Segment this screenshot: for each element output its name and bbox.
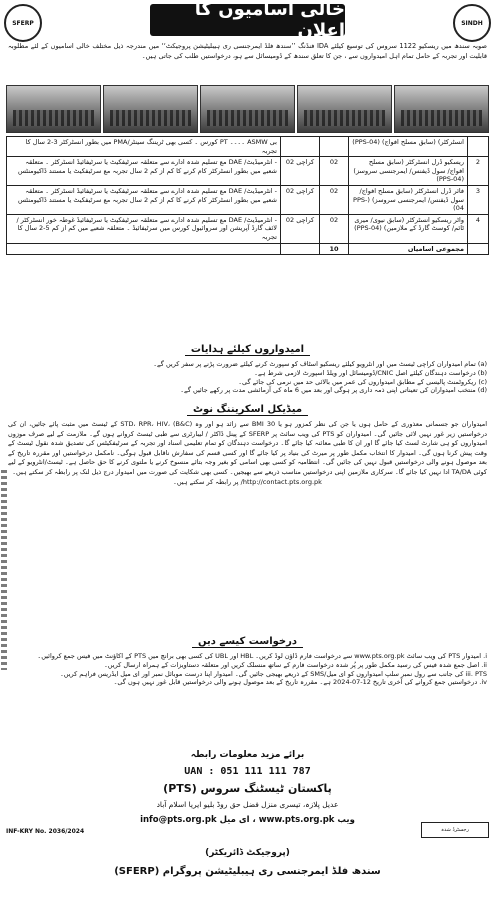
sferp-logo: SFERP — [4, 4, 42, 42]
table-row — [7, 137, 489, 157]
photo-strip — [6, 85, 489, 133]
list-item: (c) ریکروٹمنٹ پالیسی کے مطابق امیدواروں کی عمر میں بالائی حد میں نرمی کی جائے گی۔ — [238, 377, 487, 386]
total-spacer — [281, 243, 320, 255]
pts-name: پاکستان ٹیسٹنگ سروس (PTS) — [163, 782, 332, 795]
requirements-cell: - انٹرمیڈیٹ/ DAE مع تسلیم شدہ ادارے سے متعلقہ سرٹیفکیٹ یا سرٹیفائیڈ انسٹرکٹر ۔ متعلقہ شعبے میں بطور انسٹرکٹر کام کرنے کا کم از کم 2 سال تجربہ مع سرٹیفکیٹ یا مستند ڈاکیومنٹس — [7, 185, 281, 214]
serial-cell: 2 — [468, 157, 489, 186]
instructions-heading — [0, 344, 495, 355]
list-item: (b) درخواست دہندگان کیلئے اصل CNIC/ڈومیسائل اور ویلڈ اسپورٹ لازمی شرط ہے۔ — [254, 368, 487, 377]
table-row — [7, 185, 489, 214]
uan-number: UAN : 051 111 111 787 — [184, 766, 311, 777]
medical-heading-text: میڈیکل اسکریننگ نوٹ — [187, 404, 308, 416]
pts-web-email[interactable]: info@pts.org.pk ای میل ، www.pts.org.pk ویب — [140, 815, 355, 825]
contact-heading: برائے مزید معلومات رابطہ — [190, 750, 305, 760]
vacancies-table — [6, 136, 489, 255]
list-item: iv. درخواستیں جمع کروانے کی آخری تاریخ 12-07-2024 ہے۔ مقررہ تاریخ کے بعد موصول ہونے والی درخواستیں قابل غور نہیں ہوں گی۔ — [113, 678, 487, 687]
margin-code-strip — [1, 470, 7, 670]
table-row — [7, 214, 489, 243]
quantity-cell — [320, 137, 349, 157]
serial-cell — [468, 137, 489, 157]
requirements-cell: - انٹرمیڈیٹ/ DAE مع تسلیم شدہ ادارے سے متعلقہ سرٹیفکیٹ یا سرٹیفائیڈ انسٹرکٹر ۔ متعلقہ شعبے میں بطور انسٹرکٹر کام کرنے کا کم از کم 2 سال تجربہ مع سرٹیفکیٹ یا مستند ڈاکیومنٹس — [7, 157, 281, 186]
motorbike-rescue-photo — [103, 85, 198, 133]
instructions-heading-text: امیدواروں کیلئے ہدایات — [185, 344, 310, 356]
pts-address: عدیل پلازہ، تیسری منزل فضل حق روڈ بلیو ایریا اسلام آباد — [156, 800, 339, 809]
parade-photo — [200, 85, 295, 133]
quantity-cell: 02 — [320, 185, 349, 214]
page-title: خالی اسامیوں کا اعلان — [150, 4, 345, 36]
total-row — [7, 243, 489, 255]
medical-heading — [0, 404, 495, 415]
list-item: iii. PTS کی جانب سے رول نمبر سلپ امیدواروں کو ای میل/SMS کے ذریعے بھیجی جائیں گی۔ امیدوار اپنا درست موبائل نمبر اور ای میل ایڈریس فراہم کریں۔ — [59, 669, 487, 678]
apply-heading-text: درخواست کیسے دیں — [192, 636, 303, 648]
total-value: 10 — [320, 243, 349, 255]
requirements-cell: - انٹرمیڈیٹ/ DAE مع تسلیم شدہ ادارے سے متعلقہ سرٹیفکیٹ یا سرٹیفائیڈ غوطہ خور انسٹرکٹر / لائف گارڈ آپریشن اور سروائیول کورس میں سرٹیفائیڈ ۔ متعلقہ شعبے میں کم از کم 5-2 سال کا تجربہ — [7, 214, 281, 243]
sindh-emblem-logo: SINDH — [453, 4, 491, 42]
rescue-team-photo — [6, 85, 101, 133]
program-name: سندھ فلڈ ایمرجنسی ری ہیبلیٹیشن پروگرام (SFERP) — [114, 866, 381, 877]
total-spacer — [7, 243, 281, 255]
list-item: i. امیدوار PTS کی ویب سائٹ www.pts.org.pk سے درخواست فارم ڈاؤن لوڈ کریں۔ HBL اور UBL کی کسی بھی برانچ میں PTS کے اکاؤنٹ میں فیس جمع کروائیں۔ — [37, 652, 487, 660]
complaint-link[interactable]: http://contact.pts.org.pk/ پر رابطہ کر سکتے ہیں۔ — [173, 477, 322, 486]
medical-text: امیدواران جو جسمانی معذوری کے حامل ہوں یا جن کی نظر کمزور ہو یا BMI 30 سے زائد ہو اور وہ STD، RPR، HIV، (B&C) کے ٹیسٹ میں مثبت پائے جائیں، ان کی درخواستیں زیر غور نہیں لائی جائیں گی۔ امیدواران کو PTS کی ویب سائٹ پر SFERP کے پینل ڈاکٹر / لیبارٹری سے طبی ٹیسٹ کروانے ہوں گے۔ ملازمت کے لیے صرف موزوں امیدواروں کو ہی شارٹ لسٹ کیا جائے گا اور ان کا طبی معائنہ کیا جائے گا۔ درخواست دہندگان کو تمام تعلیمی اسناد اور تجربہ کے سرٹیفکیٹس کی تصدیق شدہ نقول ٹیسٹ کے وقت پیش کرنا ہوں گی۔ امیدوار کا انتخاب مکمل طور پر میرٹ کی بنیاد پر کیا جائے گا اور کسی قسم کی سفارش ناقابل قبول ہوگی۔ نامکمل درخواستیں اور مقررہ تاریخ کے بعد موصول ہونے والی درخواستیں قبول نہیں کی جائیں گی۔ انتظامیہ کو کسی بھی اسامی کو بغیر وجہ بتائے منسوخ کرنے یا ملتوی کرنے کا حق حاصل ہے۔ ٹیسٹ/انٹرویو کے لیے کوئی TA/DA ادا نہیں کیا جائے گا۔ سرکاری ملازمین اپنی درخواستیں مناسب ذریعے سے بھیجیں۔ کسی بھی شکایت کی صورت میں امیدوار درج ذیل لنک پر رابطہ کر سکتے ہیں۔ — [8, 420, 487, 476]
list-item: ii. اصل جمع شدہ فیس کی رسید مکمل طور پر پُر شدہ درخواست فارم کے ساتھ منسلک کریں اور متعلقہ دستاویزات کے ہمراہ ارسال کریں۔ — [104, 660, 487, 669]
medical-paragraph — [8, 420, 487, 487]
registration-stamp: رجسٹرڈ شدہ — [421, 822, 489, 838]
total-spacer — [468, 243, 489, 255]
drill-photo — [297, 85, 392, 133]
serial-cell: 3 — [468, 185, 489, 214]
list-item: (d) منتخب امیدواران کی تعیناتی اپنی ذمہ داری پر ہوگی اور بعد میں 6 ماہ کی آزمائشی مدت پر رکھے جائیں گے۔ — [180, 386, 487, 395]
quantity-cell: 02 — [320, 214, 349, 243]
apply-list — [8, 652, 487, 687]
intro-paragraph: صوبہ سندھ میں ریسکیو 1122 سروس کی توسیع کیلئے IDA فنڈنگ ’’سندھ فلڈ ایمرجنسی ری ہیبلیٹیشن پروجیکٹ‘‘ میں مندرجہ ذیل مختلف خالی اسامیوں کے لئے مطلوبہ قابلیت اور تجربہ کے حامل تمام اہل امیدواروں سے ، جن کا تعلق سندھ کے ڈومیسائل سے ہو، درخواستیں طلب کی جاتی ہیں۔ — [8, 42, 487, 60]
instructions-list — [8, 360, 487, 395]
post-title-cell: واٹر ریسکیو انسٹرکٹر (سابق نیوی/ میری ٹائم/ کوسٹ گارڈ کے ملازمین) (PPS-04) — [349, 214, 468, 243]
apply-heading — [0, 636, 495, 647]
staff-group-photo — [394, 85, 489, 133]
serial-cell: 4 — [468, 214, 489, 243]
location-cell — [281, 137, 320, 157]
quantity-cell: 02 — [320, 157, 349, 186]
post-title-cell: ریسکیو ڈرل انسٹرکٹر (سابق مسلح افواج/ سول ڈیفنس/ ایمرجنسی سروسز) (PPS-04) — [349, 157, 468, 186]
reference-number: INF-KRY No. 2036/2024 — [6, 828, 85, 835]
location-cell: کراچی 02 — [281, 157, 320, 186]
table-row — [7, 157, 489, 186]
post-title-cell: فائر ڈرل انسٹرکٹر (سابق مسلح افواج/ سول ڈیفنس/ ایمرجنسی سروسز) (PPS-04) — [349, 185, 468, 214]
total-label: مجموعی اسامیاں — [349, 243, 468, 255]
location-cell: کراچی 02 — [281, 214, 320, 243]
requirements-cell: بی ASMW ۔۔۔۔ PT کورس ۔ کسی بھی ٹریننگ سینٹر/PMA میں بطور انسٹرکٹر 3-2 سال کا تجربہ — [7, 137, 281, 157]
post-title-cell: انسٹرکٹر) (سابق مسلح افواج) (PPS-04) — [349, 137, 468, 157]
list-item: (a) تمام امیدواران کراچی ٹیسٹ میں اور انٹرویو کیلئے ریسکیو اسٹاف کو سپورٹ کرنے کیلئے ضرورت پڑنے پر سفر کریں گے۔ — [153, 360, 487, 368]
location-cell: کراچی 02 — [281, 185, 320, 214]
director-designation: (پروجیکٹ ڈائریکٹر) — [205, 848, 290, 858]
